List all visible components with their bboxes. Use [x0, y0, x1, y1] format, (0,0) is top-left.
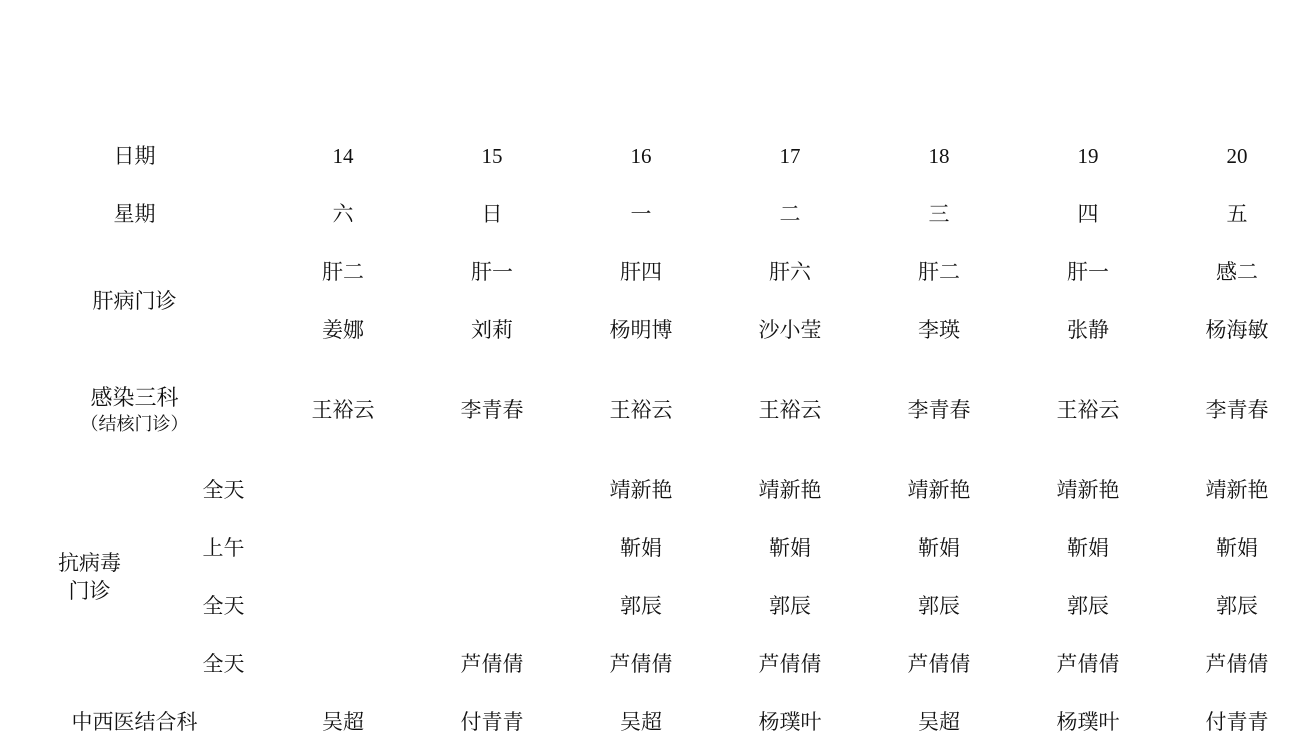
doctor-cell: 芦倩倩: [567, 635, 716, 693]
doctor-cell: 杨璞叶: [716, 693, 865, 751]
liver-clinic-code-cell: 感二: [1163, 243, 1312, 301]
doctor-cell: 张静: [1014, 301, 1163, 359]
period-cell: 全天: [179, 578, 269, 636]
doctor-cell: 靖新艳: [1014, 462, 1163, 520]
date-cell: 20: [1163, 128, 1312, 186]
doctor-cell: 郭辰: [1163, 578, 1312, 636]
weekday-cell: 日: [418, 185, 567, 243]
doctor-cell: 吴超: [269, 693, 418, 751]
liver-clinic-code-row: [1, 243, 1312, 301]
doctor-cell: [269, 578, 418, 636]
integrated-medicine-row: [1, 693, 1312, 751]
doctor-cell: 靳娟: [1163, 520, 1312, 578]
weekday-cell: 四: [1014, 185, 1163, 243]
doctor-cell: 吴超: [865, 693, 1014, 751]
antiviral-row-3: [1, 578, 1312, 636]
schedule-subtitle: 2025 年 6 月 14 日—6 月 20 日门诊科室出诊安排: [406, 69, 906, 95]
integrated-medicine-label: 中西医结合科: [1, 693, 269, 751]
doctor-cell: 王裕云: [716, 359, 865, 461]
weekday-cell: 六: [269, 185, 418, 243]
infection-dept-label: [1, 359, 269, 461]
infection-dept-label-main: 感染三科: [90, 385, 179, 411]
date-cell: 14: [269, 128, 418, 186]
date-cell: 19: [1014, 128, 1163, 186]
doctor-cell: [269, 635, 418, 693]
date-cell: 16: [567, 128, 716, 186]
doctor-cell: 芦倩倩: [865, 635, 1014, 693]
doctor-cell: 郭辰: [1014, 578, 1163, 636]
header-row: [1, 1, 1312, 128]
doctor-cell: 李瑛: [865, 301, 1014, 359]
doctor-cell: 靖新艳: [865, 462, 1014, 520]
date-cell: 15: [418, 128, 567, 186]
weekday-cell: 二: [716, 185, 865, 243]
weekday-cell: 三: [865, 185, 1014, 243]
doctor-cell: 郭辰: [716, 578, 865, 636]
liver-clinic-code-cell: 肝二: [269, 243, 418, 301]
header-banner: [1, 1, 1312, 128]
weekday-row-label: 星期: [1, 185, 269, 243]
doctor-cell: 郭辰: [567, 578, 716, 636]
weekday-row: [1, 185, 1312, 243]
doctor-cell: 吴超: [567, 693, 716, 751]
weekday-cell: 五: [1163, 185, 1312, 243]
doctor-cell: 刘莉: [418, 301, 567, 359]
doctor-cell: 付青青: [418, 693, 567, 751]
date-cell: 18: [865, 128, 1014, 186]
doctor-cell: 芦倩倩: [716, 635, 865, 693]
doctor-cell: 沙小莹: [716, 301, 865, 359]
doctor-cell: 芦倩倩: [1163, 635, 1312, 693]
antiviral-clinic-label-line1: 抗病毒: [58, 551, 121, 576]
date-row: [1, 128, 1312, 186]
liver-clinic-code-cell: 肝四: [567, 243, 716, 301]
doctor-cell: 郭辰: [865, 578, 1014, 636]
doctor-cell: 王裕云: [567, 359, 716, 461]
antiviral-clinic-label-line2: 门诊: [68, 578, 111, 603]
doctor-cell: 杨璞叶: [1014, 693, 1163, 751]
doctor-cell: [418, 520, 567, 578]
doctor-cell: 靖新艳: [716, 462, 865, 520]
antiviral-row-4: [1, 635, 1312, 693]
doctor-cell: [269, 462, 418, 520]
liver-clinic-code-cell: 肝一: [418, 243, 567, 301]
doctor-cell: 李青春: [418, 359, 567, 461]
infection-dept-row: [1, 359, 1312, 461]
doctor-cell: [418, 462, 567, 520]
doctor-cell: 靳娟: [716, 520, 865, 578]
liver-clinic-code-cell: 肝二: [865, 243, 1014, 301]
liver-clinic-code-cell: 肝一: [1014, 243, 1163, 301]
doctor-cell: 芦倩倩: [418, 635, 567, 693]
liver-clinic-code-cell: 肝六: [716, 243, 865, 301]
doctor-cell: 王裕云: [1014, 359, 1163, 461]
doctor-cell: 姜娜: [269, 301, 418, 359]
doctor-cell: 王裕云: [269, 359, 418, 461]
doctor-cell: 杨海敏: [1163, 301, 1312, 359]
doctor-cell: 靳娟: [567, 520, 716, 578]
period-cell: 全天: [179, 635, 269, 693]
date-cell: 17: [716, 128, 865, 186]
hospital-name: 西安市第八医院: [572, 33, 741, 59]
doctor-cell: 芦倩倩: [1014, 635, 1163, 693]
doctor-cell: 靳娟: [1014, 520, 1163, 578]
doctor-cell: 李青春: [1163, 359, 1312, 461]
doctor-cell: 杨明博: [567, 301, 716, 359]
liver-clinic-label: 肝病门诊: [1, 243, 269, 359]
antiviral-row-1: [1, 462, 1312, 520]
antiviral-clinic-label: [1, 462, 179, 694]
period-cell: 上午: [179, 520, 269, 578]
antiviral-row-2: [1, 520, 1312, 578]
weekday-cell: 一: [567, 185, 716, 243]
doctor-cell: 靖新艳: [1163, 462, 1312, 520]
date-row-label: 日期: [1, 128, 269, 186]
doctor-cell: 付青青: [1163, 693, 1312, 751]
period-cell: 全天: [179, 462, 269, 520]
doctor-cell: [269, 520, 418, 578]
infection-dept-label-sub: （结核门诊）: [80, 414, 189, 435]
doctor-cell: 靖新艳: [567, 462, 716, 520]
doctor-cell: 李青春: [865, 359, 1014, 461]
doctor-cell: [418, 578, 567, 636]
doctor-cell: 靳娟: [865, 520, 1014, 578]
